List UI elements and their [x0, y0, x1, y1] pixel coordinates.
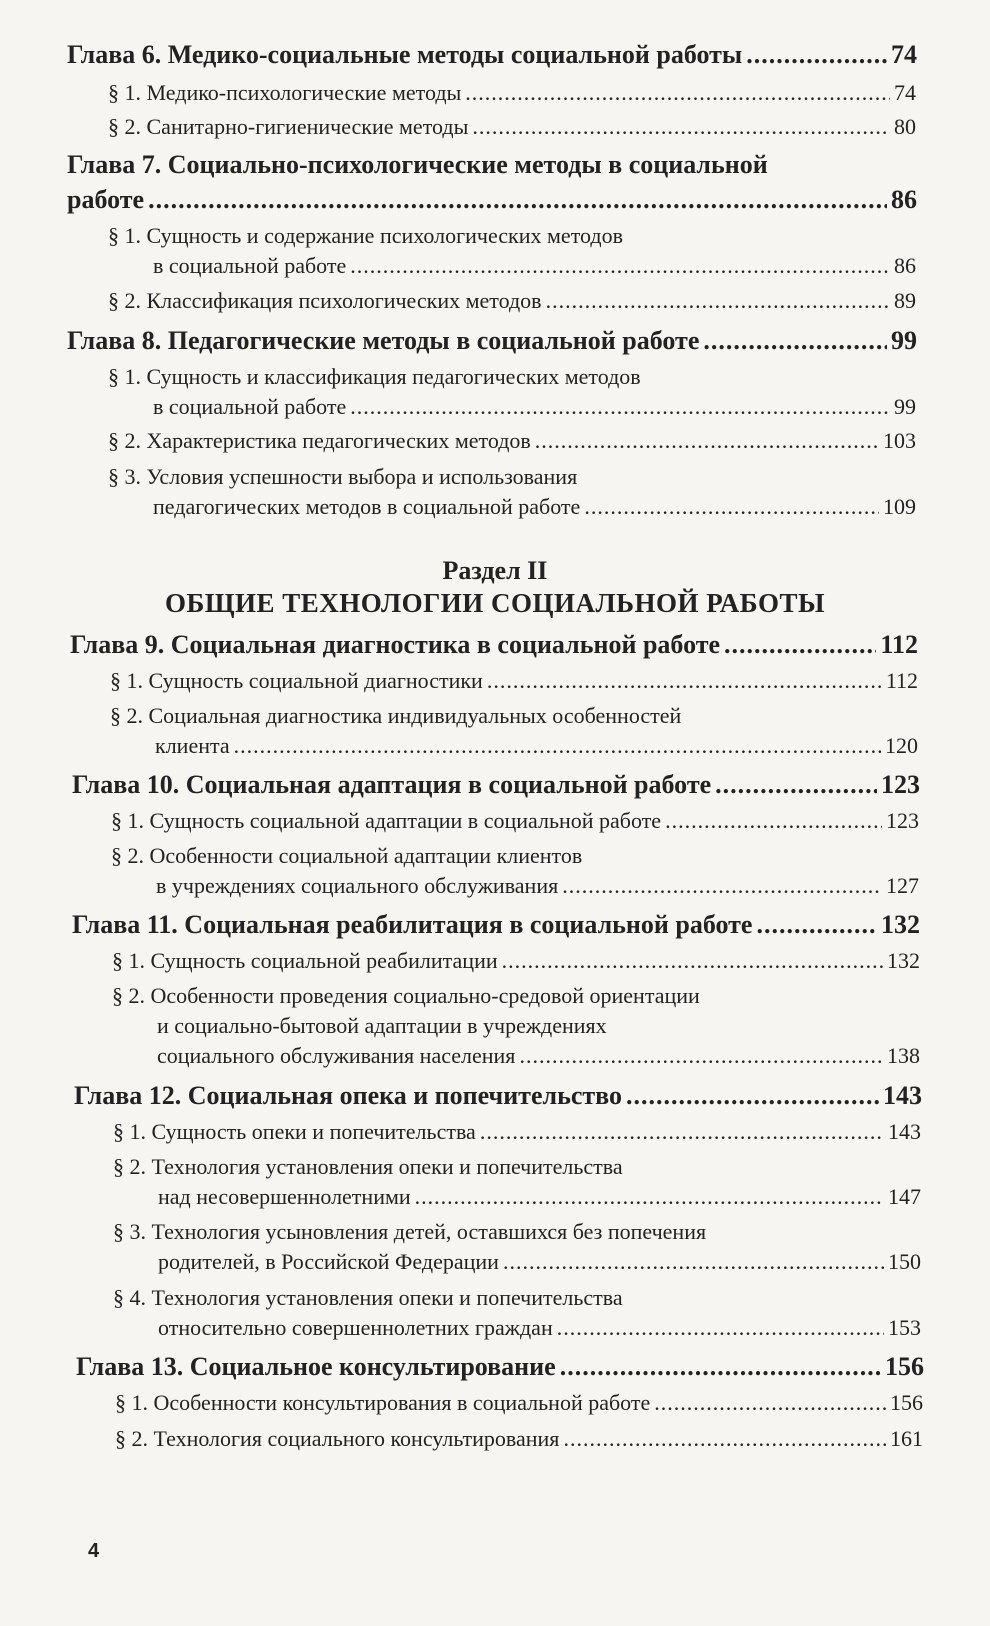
paragraph-page: 74 [894, 80, 916, 105]
paragraph-title: § 1. Сущность и содержание психологических методов [108, 223, 623, 248]
toc-chapter-11 [72, 910, 920, 940]
toc-paragraph [115, 1426, 923, 1452]
chapter-title: работе [67, 185, 145, 214]
paragraph-title: § 2. Классификация психологических методов [108, 288, 542, 313]
toc-paragraph [108, 223, 916, 249]
chapter-title: Глава 12. Социальная опека и попечительство [74, 1081, 622, 1110]
leader-dots [487, 668, 882, 694]
toc-paragraph-cont [153, 494, 916, 520]
leader-dots [519, 1043, 883, 1069]
toc-chapter-7-line2 [67, 185, 917, 215]
paragraph-title: § 3. Условия успешности выбора и использования [108, 464, 578, 489]
chapter-title: Глава 9. Социальная диагностика в социальной работе [70, 630, 721, 659]
leader-dots [480, 1119, 884, 1145]
paragraph-page: 123 [886, 808, 919, 833]
chapter-title: Глава 11. Социальная реабилитация в социальной работе [72, 910, 753, 939]
leader-dots [502, 948, 883, 974]
paragraph-page: 99 [894, 394, 916, 419]
section-label: Раздел II [442, 556, 548, 585]
leader-dots [472, 114, 890, 140]
leader-dots [557, 1315, 884, 1341]
leader-dots [703, 326, 887, 356]
chapter-page: 132 [881, 910, 920, 939]
leader-dots [626, 1081, 879, 1111]
paragraph-title: клиента [155, 733, 230, 758]
toc-paragraph [108, 464, 916, 490]
leader-dots [746, 40, 887, 70]
paragraph-title: § 1. Особенности консультирования в социальной работе [115, 1390, 651, 1415]
paragraph-title: § 2. Санитарно-гигиенические методы [108, 114, 469, 139]
paragraph-title: § 2. Характеристика педагогических методов [108, 428, 531, 453]
chapter-page: 123 [881, 770, 920, 799]
toc-paragraph [108, 114, 916, 140]
chapter-page: 99 [891, 326, 917, 355]
toc-paragraph [111, 843, 919, 869]
toc-paragraph [113, 1219, 921, 1245]
paragraph-title: § 2. Особенности проведения социально-средовой ориентации [112, 983, 700, 1008]
chapter-title: Глава 6. Медико-социальные методы социальной работы [67, 40, 743, 69]
toc-chapter-8 [67, 326, 917, 356]
toc-paragraph [115, 1390, 923, 1416]
paragraph-page: 112 [885, 668, 918, 693]
paragraph-page: 109 [883, 494, 916, 519]
paragraph-page: 161 [890, 1426, 923, 1451]
leader-dots [665, 808, 882, 834]
leader-dots [563, 1426, 886, 1452]
toc-paragraph [113, 1285, 921, 1311]
paragraph-page: 150 [888, 1249, 921, 1274]
leader-dots [715, 770, 877, 800]
chapter-page: 86 [891, 185, 917, 214]
paragraph-title: § 1. Сущность социальной диагностики [110, 668, 483, 693]
toc-paragraph-cont [158, 1315, 921, 1341]
toc-paragraph-cont [157, 1013, 920, 1039]
toc-chapter-10 [72, 770, 920, 800]
toc-paragraph-cont [153, 394, 916, 420]
leader-dots [562, 873, 882, 899]
chapter-title: Глава 7. Социально-психологические методы в социальной [67, 150, 768, 179]
paragraph-title: социального обслуживания населения [157, 1043, 516, 1068]
toc-chapter-9 [70, 630, 918, 660]
paragraph-title: в учреждениях социального обслуживания [156, 873, 559, 898]
toc-paragraph-cont [158, 1184, 921, 1210]
paragraph-title: § 4. Технология установления опеки и попечительства [113, 1285, 623, 1310]
paragraph-page: 153 [888, 1315, 921, 1340]
toc-paragraph [110, 703, 918, 729]
paragraph-title: § 2. Технология установления опеки и попечительства [113, 1154, 623, 1179]
paragraph-page: 80 [894, 114, 916, 139]
chapter-title: Глава 8. Педагогические методы в социальной работе [67, 326, 700, 355]
paragraph-title: над несовершеннолетними [158, 1184, 411, 1209]
leader-dots [350, 253, 890, 279]
toc-paragraph [113, 1154, 921, 1180]
toc-paragraph-cont [153, 253, 916, 279]
leader-dots [724, 630, 876, 660]
paragraph-page: 120 [885, 733, 918, 758]
paragraph-title: § 1. Сущность и классификация педагогических методов [108, 364, 641, 389]
paragraph-page: 103 [883, 428, 916, 453]
leader-dots [756, 910, 877, 940]
toc-paragraph-cont [157, 1043, 920, 1069]
leader-dots [654, 1390, 886, 1416]
section-title: ОБЩИЕ ТЕХНОЛОГИИ СОЦИАЛЬНОЙ РАБОТЫ [165, 588, 825, 618]
toc-paragraph-cont [158, 1249, 921, 1275]
toc-chapter-12 [74, 1081, 922, 1111]
paragraph-title: § 1. Сущность опеки и попечительства [113, 1119, 476, 1144]
paragraph-page: 143 [888, 1119, 921, 1144]
paragraph-page: 147 [888, 1184, 921, 1209]
paragraph-title: § 2. Особенности социальной адаптации клиентов [111, 843, 583, 868]
leader-dots [560, 1352, 881, 1382]
paragraph-title: и социально-бытовой адаптации в учреждениях [157, 1013, 607, 1038]
paragraph-title: относительно совершеннолетних граждан [158, 1315, 553, 1340]
toc-paragraph [108, 428, 916, 454]
chapter-page: 156 [885, 1352, 924, 1381]
paragraph-title: § 1. Сущность социальной реабилитации [112, 948, 498, 973]
toc-paragraph [108, 364, 916, 390]
chapter-page: 74 [891, 40, 917, 69]
toc-paragraph [110, 668, 918, 694]
paragraph-page: 138 [887, 1043, 920, 1068]
leader-dots [503, 1249, 884, 1275]
chapter-page: 143 [883, 1081, 922, 1110]
toc-paragraph [112, 983, 920, 1009]
toc-paragraph-cont [156, 873, 919, 899]
toc-paragraph [108, 288, 916, 314]
paragraph-title: родителей, в Российской Федерации [158, 1249, 499, 1274]
chapter-page: 112 [880, 630, 918, 659]
paragraph-title: § 1. Медико-психологические методы [108, 80, 462, 105]
chapter-title: Глава 10. Социальная адаптация в социальной работе [72, 770, 712, 799]
toc-chapter-7-line1 [67, 150, 917, 180]
toc-paragraph [111, 808, 919, 834]
toc-paragraph [108, 80, 916, 106]
paragraph-page: 132 [887, 948, 920, 973]
leader-dots [350, 394, 890, 420]
paragraph-title: § 3. Технология усыновления детей, оставшихся без попечения [113, 1219, 707, 1244]
leader-dots [465, 80, 890, 106]
paragraph-title: § 2. Технология социального консультирования [115, 1426, 560, 1451]
leader-dots [584, 494, 879, 520]
paragraph-title: в социальной работе [153, 394, 347, 419]
page-number: 4 [88, 1540, 100, 1562]
paragraph-page: 86 [894, 253, 916, 278]
paragraph-page: 156 [890, 1390, 923, 1415]
toc-paragraph-cont [155, 733, 918, 759]
paragraph-title: § 1. Сущность социальной адаптации в социальной работе [111, 808, 662, 833]
paragraph-title: в социальной работе [153, 253, 347, 278]
paragraph-page: 89 [894, 288, 916, 313]
paragraph-page: 127 [886, 873, 919, 898]
toc-paragraph [112, 948, 920, 974]
leader-dots [234, 733, 881, 759]
paragraph-title: педагогических методов в социальной работе [153, 494, 581, 519]
leader-dots [535, 428, 879, 454]
chapter-title: Глава 13. Социальное консультирование [76, 1352, 556, 1381]
leader-dots [148, 185, 887, 215]
leader-dots [546, 288, 890, 314]
leader-dots [415, 1184, 884, 1210]
paragraph-title: § 2. Социальная диагностика индивидуальных особенностей [110, 703, 682, 728]
toc-chapter-13 [76, 1352, 924, 1382]
toc-chapter-6 [67, 40, 917, 70]
toc-paragraph [113, 1119, 921, 1145]
